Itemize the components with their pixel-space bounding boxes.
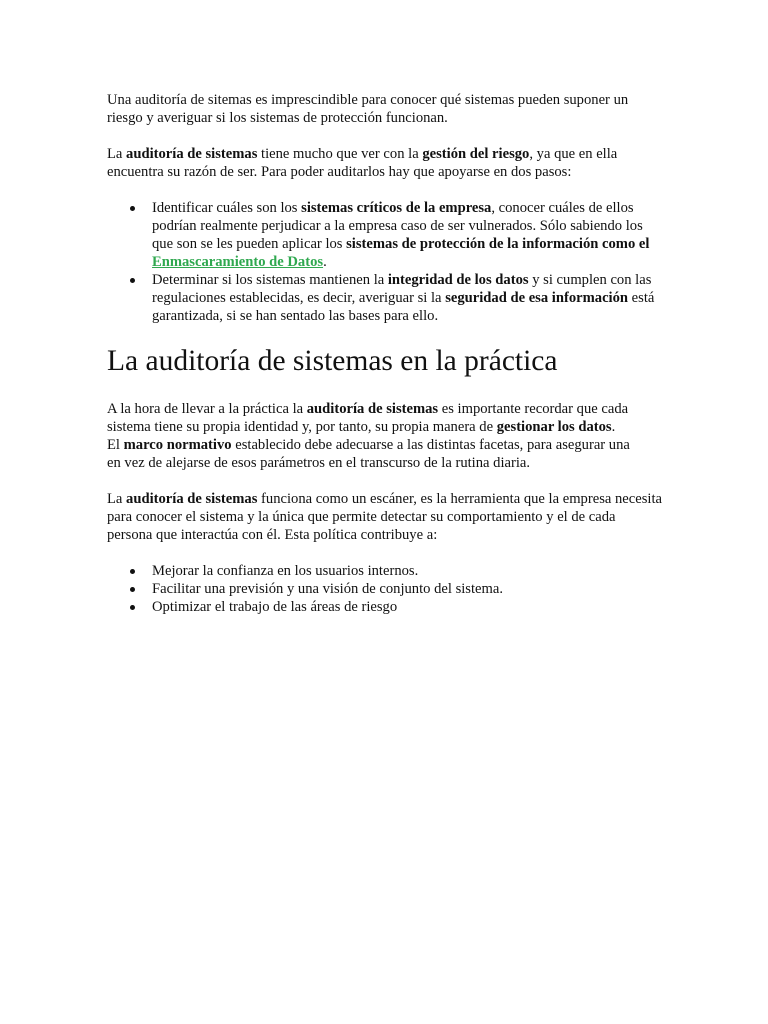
steps-intro-paragraph — [107, 145, 663, 181]
text-span: La — [107, 146, 127, 162]
bold-term: integridad de los datos — [387, 272, 529, 288]
text-span: Identificar cuáles son los — [152, 200, 302, 216]
text-span: funciona como un escáner, es la herramienta que la empresa necesita para conocer el sistema y la única que permite detectar su comportamiento y el de cada persona que interactúa con él. Esta política contribuye a: — [107, 491, 662, 543]
bullet-icon — [130, 278, 135, 283]
list-item-text: Optimizar el trabajo de las áreas de riesgo — [152, 599, 398, 615]
bold-term: auditoría de sistemas — [306, 401, 439, 417]
enmascaramiento-link[interactable]: Enmascaramiento de Datos — [152, 254, 324, 270]
text-span: , ya que en ella encuentra su razón de ser. Para poder auditarlos hay que apoyarse en dos pasos: — [107, 146, 618, 180]
bold-term: gestión del riesgo — [422, 146, 530, 162]
list-item — [152, 580, 663, 598]
text-span: A la hora de llevar a la práctica la — [107, 401, 307, 417]
text-span: . — [611, 419, 616, 435]
bold-term: sistemas de protección de la información como el — [346, 236, 650, 252]
text-span: establecido debe adecuarse a las distintas facetas, para asegurar una — [231, 437, 630, 453]
text-span: , conocer cuáles de ellos podrían realmente perjudicar a la empresa caso de ser vulnerados. Sólo sabiendo los que son se les pueden aplicar los — [152, 200, 643, 252]
text-span: en vez de alejarse de esos parámetros en el transcurso de la rutina diaria. — [107, 455, 531, 471]
bold-term: marco normativo — [123, 437, 232, 453]
intro-paragraph — [107, 91, 663, 127]
bold-term: gestionar los datos — [496, 419, 612, 435]
bullet-icon — [130, 605, 135, 610]
bold-term: sistemas críticos de la empresa — [301, 200, 492, 216]
bullet-icon — [130, 206, 135, 211]
text-span: La — [107, 491, 127, 507]
text-span: tiene mucho que ver con la — [257, 146, 423, 162]
bullet-icon — [130, 587, 135, 592]
text-span: es importante recordar que cada sistema tiene su propia identidad y, por tanto, su propia manera de — [107, 401, 629, 435]
text-span: Determinar si los sistemas mantienen la — [152, 272, 388, 288]
list-item-text: Mejorar la confianza en los usuarios internos. — [152, 563, 419, 579]
intro-text: Una auditoría de sitemas es imprescindible para conocer qué sistemas pueden suponer un riesgo y averiguar si los sistemas de protección funcionan. — [107, 92, 629, 126]
text-span: y si cumplen con las regulaciones establecidas, es decir, averiguar si la — [152, 272, 652, 306]
list-item — [152, 598, 663, 616]
text-span: . — [323, 254, 327, 270]
bullet-icon — [130, 569, 135, 574]
list-item — [152, 271, 663, 325]
list-item-text: Facilitar una previsión y una visión de conjunto del sistema. — [152, 581, 503, 597]
bold-term: auditoría de sistemas — [126, 491, 258, 507]
bold-term: seguridad de esa información — [445, 290, 629, 306]
scanner-paragraph — [107, 490, 663, 544]
steps-list — [107, 199, 663, 325]
section-heading: La auditoría de sistemas en la práctica — [107, 345, 558, 377]
list-item — [152, 199, 663, 271]
text-span: El — [107, 437, 124, 453]
bold-term: auditoría de sistemas — [126, 146, 258, 162]
practice-paragraph — [107, 400, 663, 472]
list-item — [152, 562, 663, 580]
benefits-list — [107, 562, 663, 616]
document-body — [107, 91, 663, 634]
text-span: está garantizada, si se han sentado las bases para ello. — [152, 290, 655, 324]
